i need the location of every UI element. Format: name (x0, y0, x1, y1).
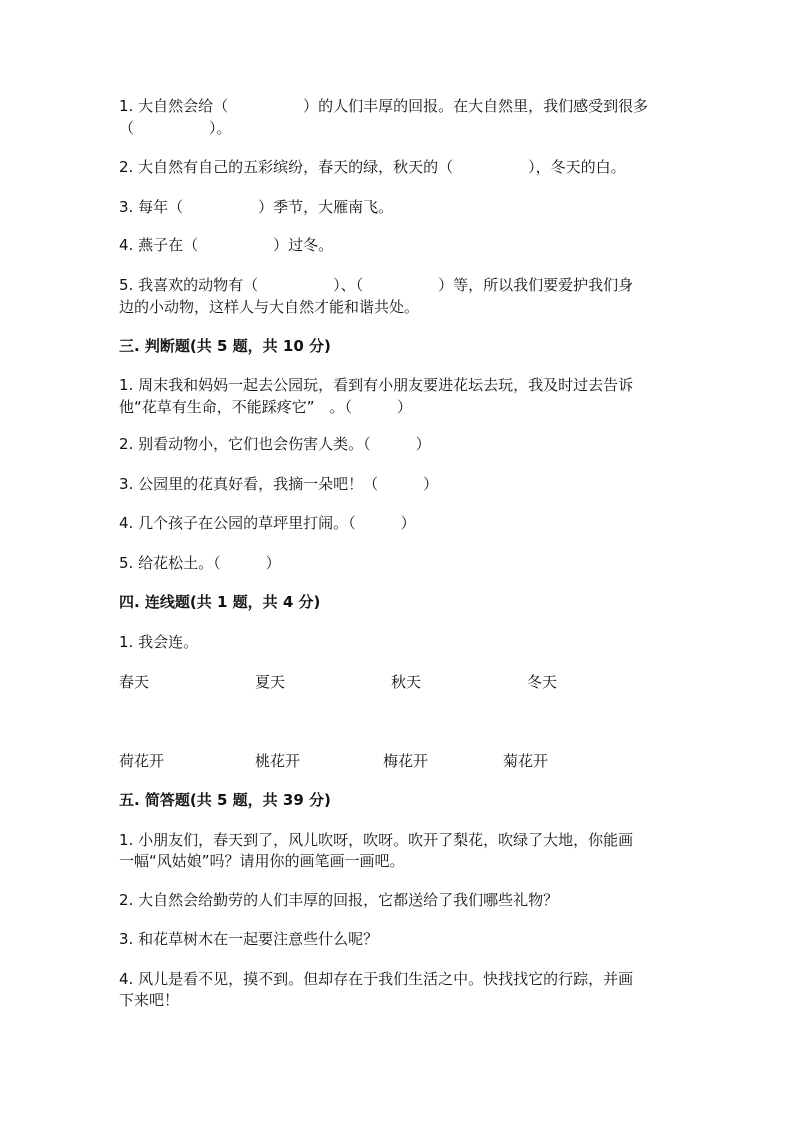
short-answer-q1-line1: 1. 小朋友们，春天到了，风儿吹呀，吹呀。吹开了梨花，吹绿了大地，你能画 (119, 831, 634, 849)
short-answer-q1-line2: 一幅“风姑娘”吗？请用你的画笔画一画吧。 (119, 852, 405, 870)
short-answer-q3: 3. 和花草树木在一起要注意些什么呢？ (119, 930, 379, 948)
short-answer-q4-line1: 4. 风儿是看不见，摸不到。但却存在于我们生活之中。快找找它的行踪，并画 (119, 970, 634, 988)
season-summer: 夏天 (255, 673, 286, 691)
matching-q1: 1. 我会连。 (119, 633, 199, 651)
flower-lotus: 荷花开 (119, 752, 165, 770)
fill-blank-q2: 2. 大自然有自己的五彩缤纷，春天的绿，秋天的（ ），冬天的白。 (119, 158, 626, 176)
short-answer-q4-line2: 下来吧！ (119, 991, 180, 1009)
judge-q1-line1: 1. 周末我和妈妈一起去公园玩，看到有小朋友要进花坛去玩，我及时过去告诉 (119, 376, 634, 394)
flower-chrysanthemum: 菊花开 (503, 752, 549, 770)
judge-q2: 2. 别看动物小，它们也会伤害人类。（ ） (119, 435, 431, 453)
season-autumn: 秋天 (391, 673, 422, 691)
judge-q3: 3. 公园里的花真好看，我摘一朵吧！（ ） (119, 475, 439, 493)
judge-q1-line2: 他“花草有生命，不能踩疼它” 。（ ） (119, 398, 413, 416)
season-winter: 冬天 (527, 673, 558, 691)
section-heading-matching: 四. 连线题(共 1 题，共 4 分) (119, 593, 321, 611)
judge-q4: 4. 几个孩子在公园的草坪里打闹。（ ） (119, 514, 416, 532)
fill-blank-q3: 3. 每年（ ）季节，大雁南飞。 (119, 198, 394, 216)
judge-q5: 5. 给花松土。（ ） (119, 554, 281, 572)
section-heading-short-answer: 五. 简答题(共 5 题，共 39 分) (119, 791, 331, 809)
flower-peach: 桃花开 (255, 752, 301, 770)
fill-blank-q5-line1: 5. 我喜欢的动物有（ ）、（ ）等，所以我们要爱护我们身 (119, 276, 634, 294)
section-heading-judge: 三. 判断题(共 5 题，共 10 分) (119, 337, 331, 355)
short-answer-q2: 2. 大自然会给勤劳的人们丰厚的回报，它都送给了我们哪些礼物？ (119, 891, 559, 909)
season-spring: 春天 (119, 673, 150, 691)
flower-plum: 梅花开 (383, 752, 429, 770)
fill-blank-q1-line2: （ ）。 (119, 119, 232, 137)
fill-blank-q1-line1: 1. 大自然会给（ ）的人们丰厚的回报。在大自然里，我们感受到很多 (119, 97, 649, 115)
fill-blank-q4: 4. 燕子在（ ）过冬。 (119, 236, 334, 254)
fill-blank-q5-line2: 边的小动物，这样人与大自然才能和谐共处。 (119, 298, 420, 316)
